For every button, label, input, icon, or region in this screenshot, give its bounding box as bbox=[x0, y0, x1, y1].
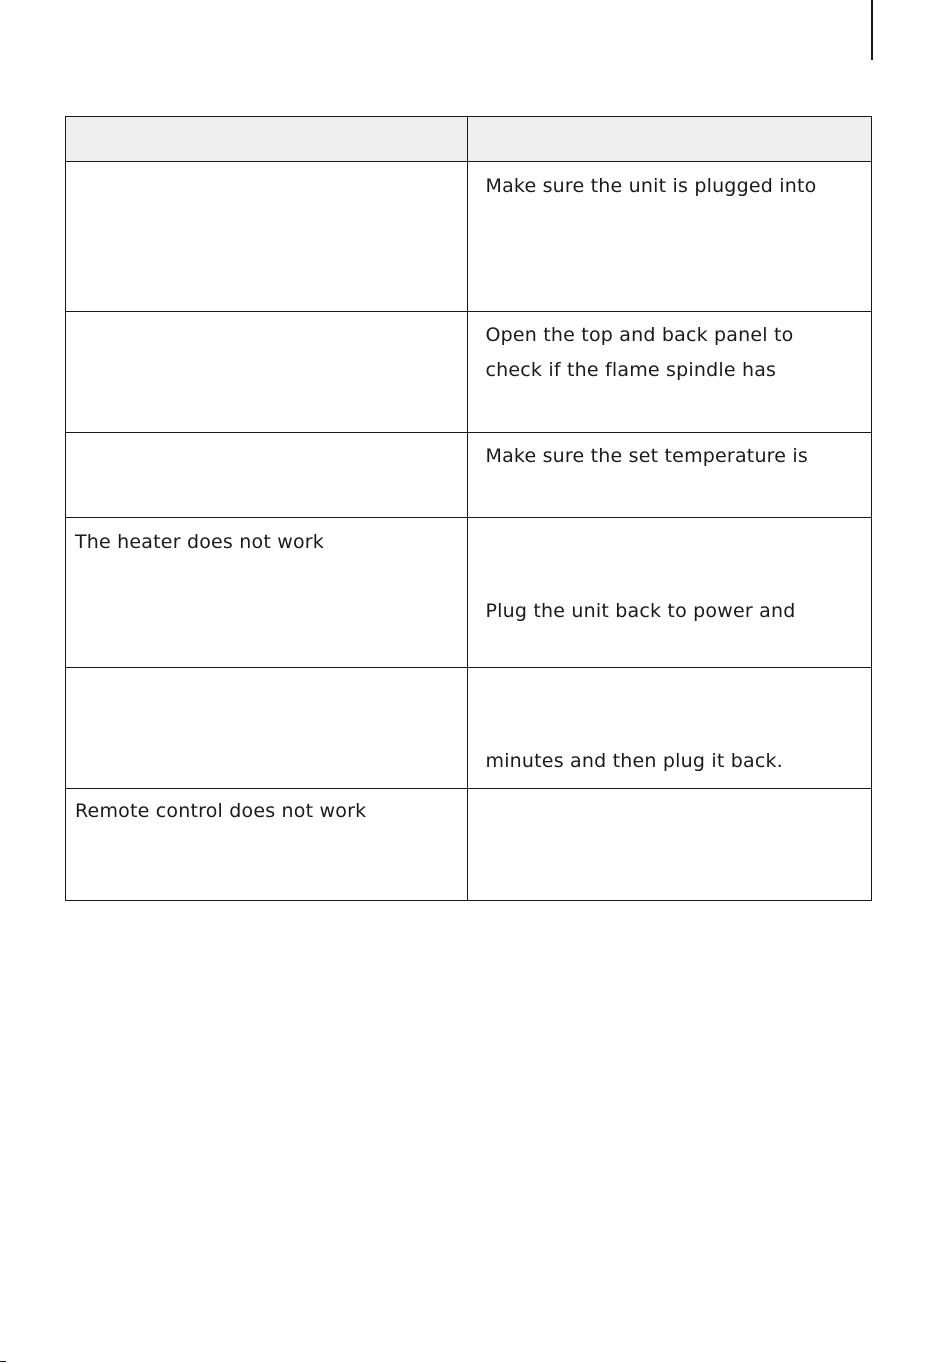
problem-cell bbox=[66, 312, 468, 433]
solution-line: minutes and then plug it back. bbox=[485, 750, 783, 772]
solution-cell bbox=[468, 789, 872, 901]
problem-cell bbox=[66, 668, 468, 789]
problem-cell bbox=[66, 433, 468, 518]
solution-cell bbox=[468, 668, 872, 789]
table-row bbox=[66, 789, 872, 901]
header-solution bbox=[468, 117, 872, 162]
troubleshooting-table bbox=[65, 116, 872, 901]
problem-cell bbox=[66, 518, 468, 668]
header-problem bbox=[66, 117, 468, 162]
solution-line: check if the flame spindle has bbox=[485, 359, 777, 381]
solution-line: Open the top and back panel to bbox=[485, 324, 794, 346]
table-row bbox=[66, 312, 872, 433]
page-edge-mark bbox=[871, 0, 873, 60]
solution-line: Make sure the unit is plugged into bbox=[485, 175, 817, 197]
crop-mark bbox=[0, 1361, 6, 1362]
solution-cell bbox=[468, 312, 872, 433]
solution-line: Make sure the set temperature is bbox=[485, 445, 808, 467]
solution-cell bbox=[468, 433, 872, 518]
table-row bbox=[66, 518, 872, 668]
table-row bbox=[66, 433, 872, 518]
problem-cell bbox=[66, 162, 468, 312]
problem-text: The heater does not work bbox=[75, 531, 324, 553]
solution-cell bbox=[468, 518, 872, 668]
solution-cell bbox=[468, 162, 872, 312]
solution-line: Plug the unit back to power and bbox=[485, 600, 796, 622]
table-row bbox=[66, 162, 872, 312]
problem-text: Remote control does not work bbox=[75, 800, 367, 822]
table-row bbox=[66, 668, 872, 789]
table-header-row bbox=[66, 117, 872, 162]
problem-cell bbox=[66, 789, 468, 901]
